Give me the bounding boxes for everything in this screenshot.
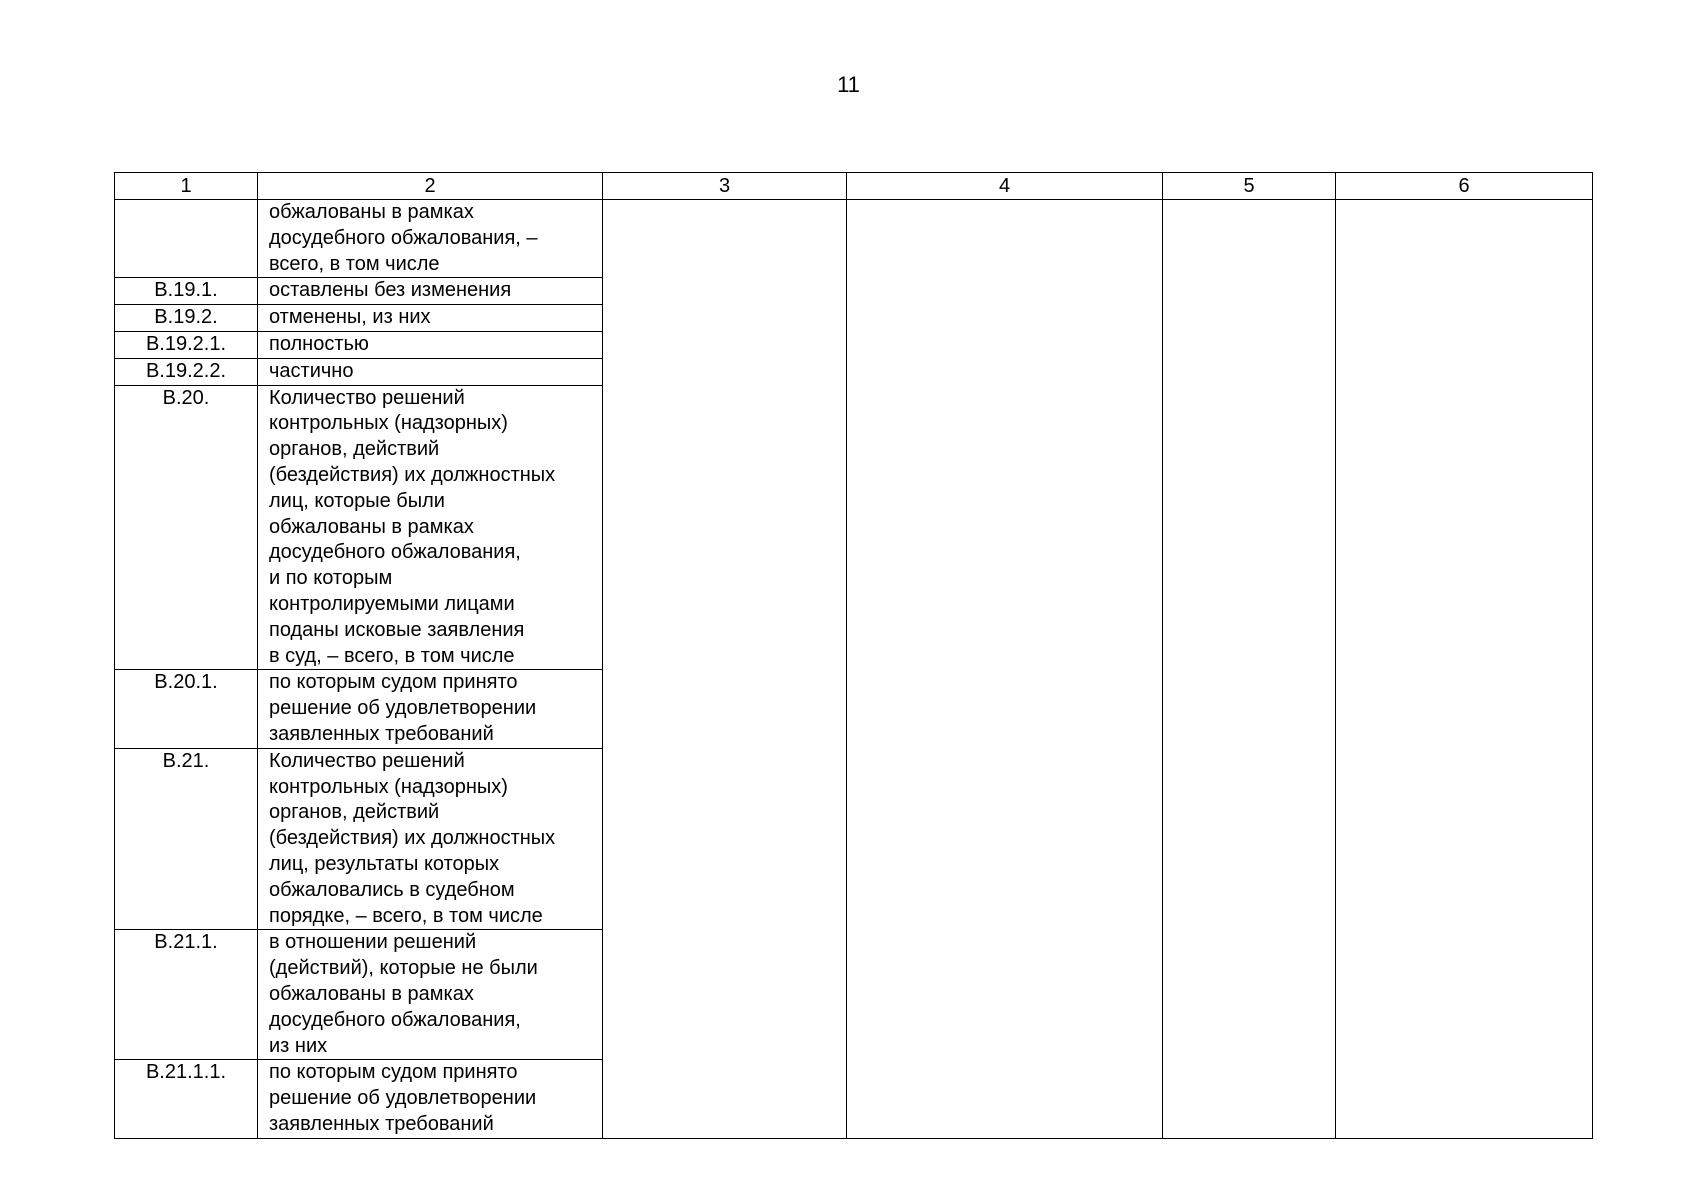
row-code: В.21.1.1. [115,1060,258,1138]
column-header-2: 2 [258,173,603,200]
row-text: отменены, из них [258,305,603,332]
row-text: обжалованы в рамках досудебного обжалования, – всего, в том числе [258,200,603,278]
column-5-cell [1163,200,1336,1139]
row-code: В.21.1. [115,930,258,1060]
column-header-1: 1 [115,173,258,200]
row-code: В.19.2. [115,305,258,332]
table-row [115,200,1593,278]
row-text: частично [258,358,603,385]
column-4-cell [847,200,1163,1139]
row-text: по которым судом принято решение об удовлетворении заявленных требований [258,1060,603,1138]
row-text: оставлены без изменения [258,278,603,305]
page-number: 11 [837,72,860,97]
row-text: по которым судом принято решение об удовлетворении заявленных требований [258,670,603,748]
row-code: В.21. [115,748,258,930]
row-code: В.19.2.2. [115,358,258,385]
row-text: Количество решений контрольных (надзорных) органов, действий (бездействия) их должностных лиц, которые были обжалованы в рамках досудебного обжалования, и по которым контролируемыми лицами поданы исковые заявления в суд, – всего, в том числе [258,385,603,670]
row-code [115,200,258,278]
row-text: полностью [258,331,603,358]
header-row [115,173,1593,200]
column-header-6: 6 [1336,173,1593,200]
column-header-5: 5 [1163,173,1336,200]
column-header-4: 4 [847,173,1163,200]
row-code: В.19.2.1. [115,331,258,358]
column-3-cell [603,200,847,1139]
row-code: В.19.1. [115,278,258,305]
column-header-3: 3 [603,173,847,200]
row-code: В.20. [115,385,258,670]
column-6-cell [1336,200,1593,1139]
row-text: в отношении решений (действий), которые не были обжалованы в рамках досудебного обжалования, из них [258,930,603,1060]
row-code: В.20.1. [115,670,258,748]
row-text: Количество решений контрольных (надзорных) органов, действий (бездействия) их должностных лиц, результаты которых обжаловались в судебном порядке, – всего, в том числе [258,748,603,930]
data-table [114,172,1593,1139]
